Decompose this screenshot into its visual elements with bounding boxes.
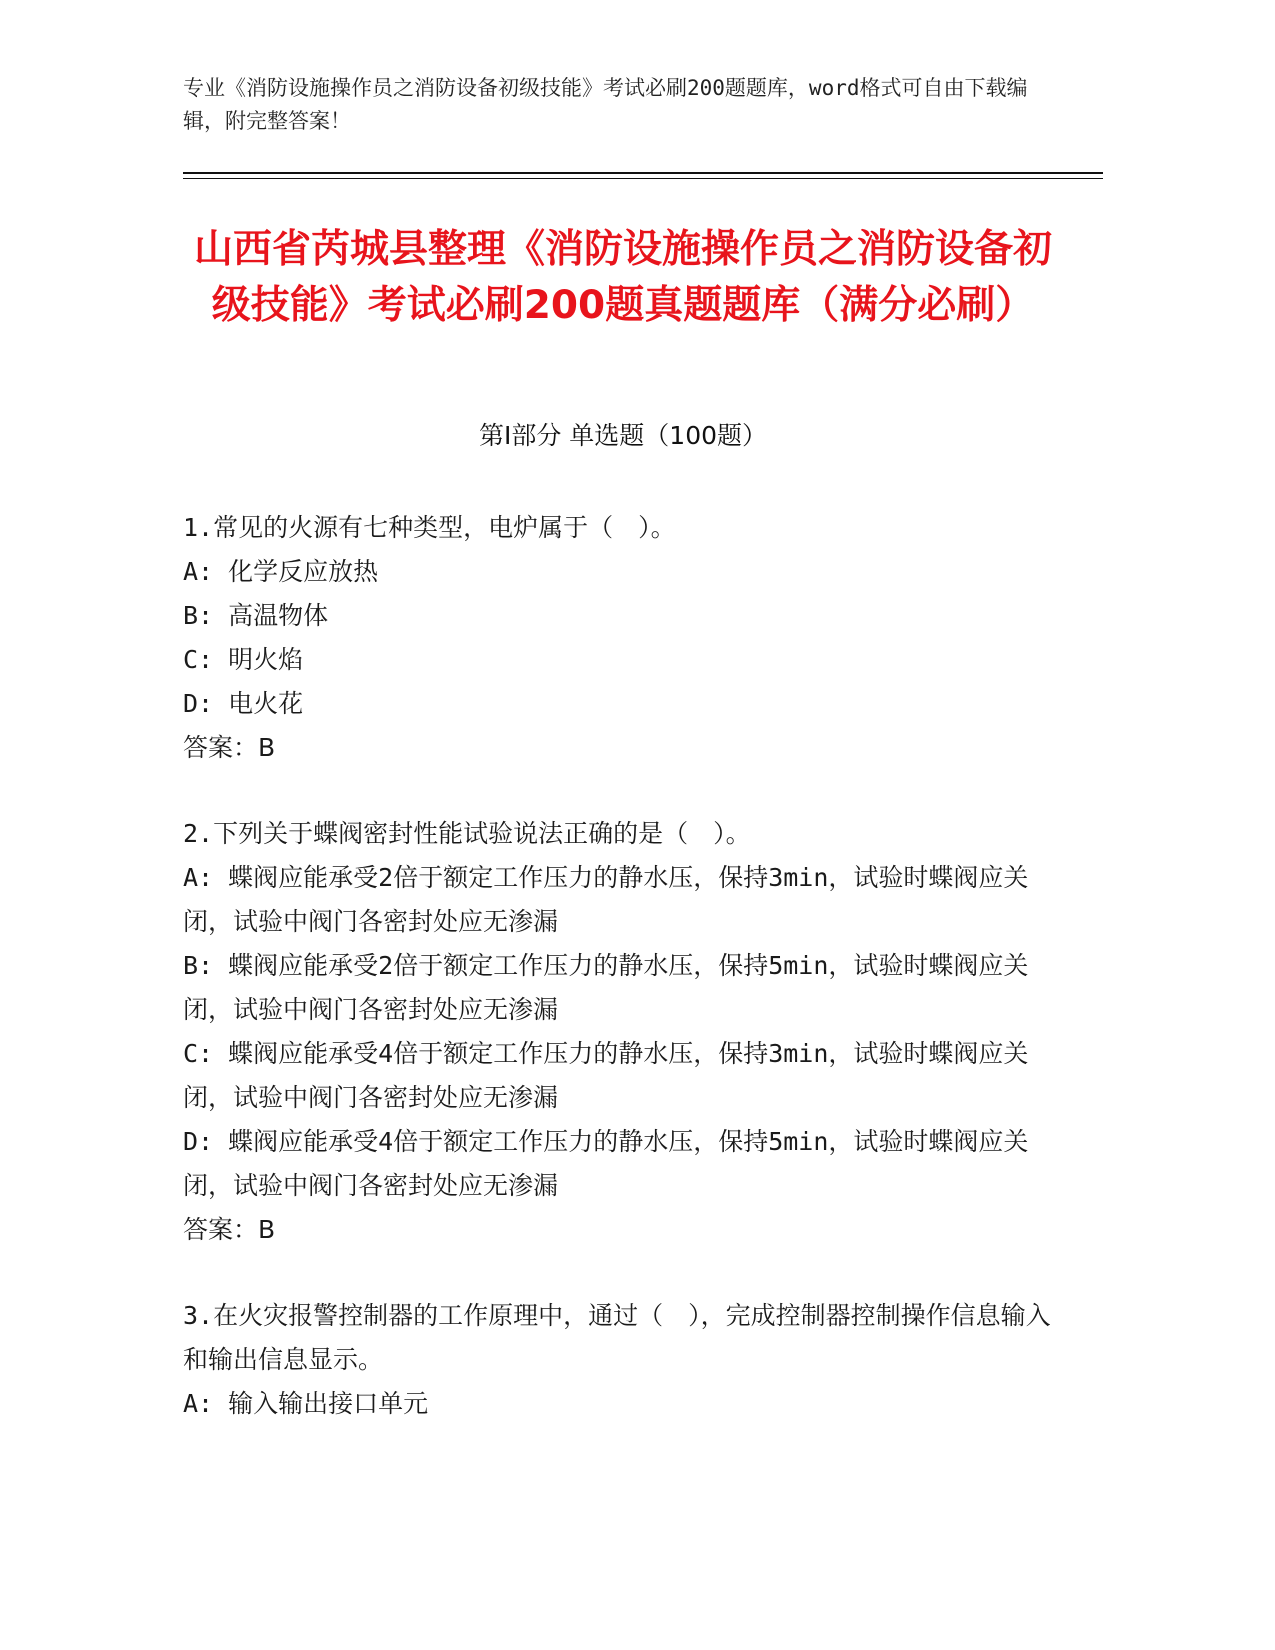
option-a: A: 蝶阀应能承受2倍于额定工作压力的静水压，保持3min，试验时蝶阀应关闭，试验中阀门各密封处应无渗漏 — [183, 863, 1029, 936]
question-3 — [183, 1294, 1063, 1426]
document-title: 山西省芮城县整理《消防设施操作员之消防设备初级技能》考试必刷200题真题题库（满分必刷） — [193, 227, 1052, 328]
header-divider-thick — [183, 172, 1103, 174]
header-note: 专业《消防设施操作员之消防设备初级技能》考试必刷200题题库，word格式可自由下载编辑，附完整答案！ — [183, 76, 1028, 133]
question-list — [183, 506, 1063, 1468]
option-c: C: 蝶阀应能承受4倍于额定工作压力的静水压，保持3min，试验时蝶阀应关闭，试验中阀门各密封处应无渗漏 — [183, 1039, 1029, 1112]
option-a: A: 化学反应放热 — [183, 557, 379, 586]
question-2 — [183, 812, 1063, 1252]
question-text: 3.在火灾报警控制器的工作原理中，通过（ ），完成控制器控制操作信息输入和输出信息显示。 — [183, 1301, 1051, 1374]
option-b: B: 高温物体 — [183, 601, 329, 630]
option-c: C: 明火焰 — [183, 645, 304, 674]
answer: 答案：B — [183, 1215, 276, 1244]
question-text: 1.常见的火源有七种类型，电炉属于（ ）。 — [183, 513, 676, 542]
option-d: D: 电火花 — [183, 689, 304, 718]
answer: 答案：B — [183, 733, 276, 762]
section-title: 第Ⅰ部分 单选题（100题） — [478, 421, 768, 450]
option-b: B: 蝶阀应能承受2倍于额定工作压力的静水压，保持5min，试验时蝶阀应关闭，试验中阀门各密封处应无渗漏 — [183, 951, 1029, 1024]
question-1 — [183, 506, 1063, 770]
question-text: 2.下列关于蝶阀密封性能试验说法正确的是（ ）。 — [183, 819, 751, 848]
option-a: A: 输入输出接口单元 — [183, 1389, 429, 1418]
header-divider-thin — [183, 178, 1103, 179]
option-d: D: 蝶阀应能承受4倍于额定工作压力的静水压，保持5min，试验时蝶阀应关闭，试验中阀门各密封处应无渗漏 — [183, 1127, 1029, 1200]
